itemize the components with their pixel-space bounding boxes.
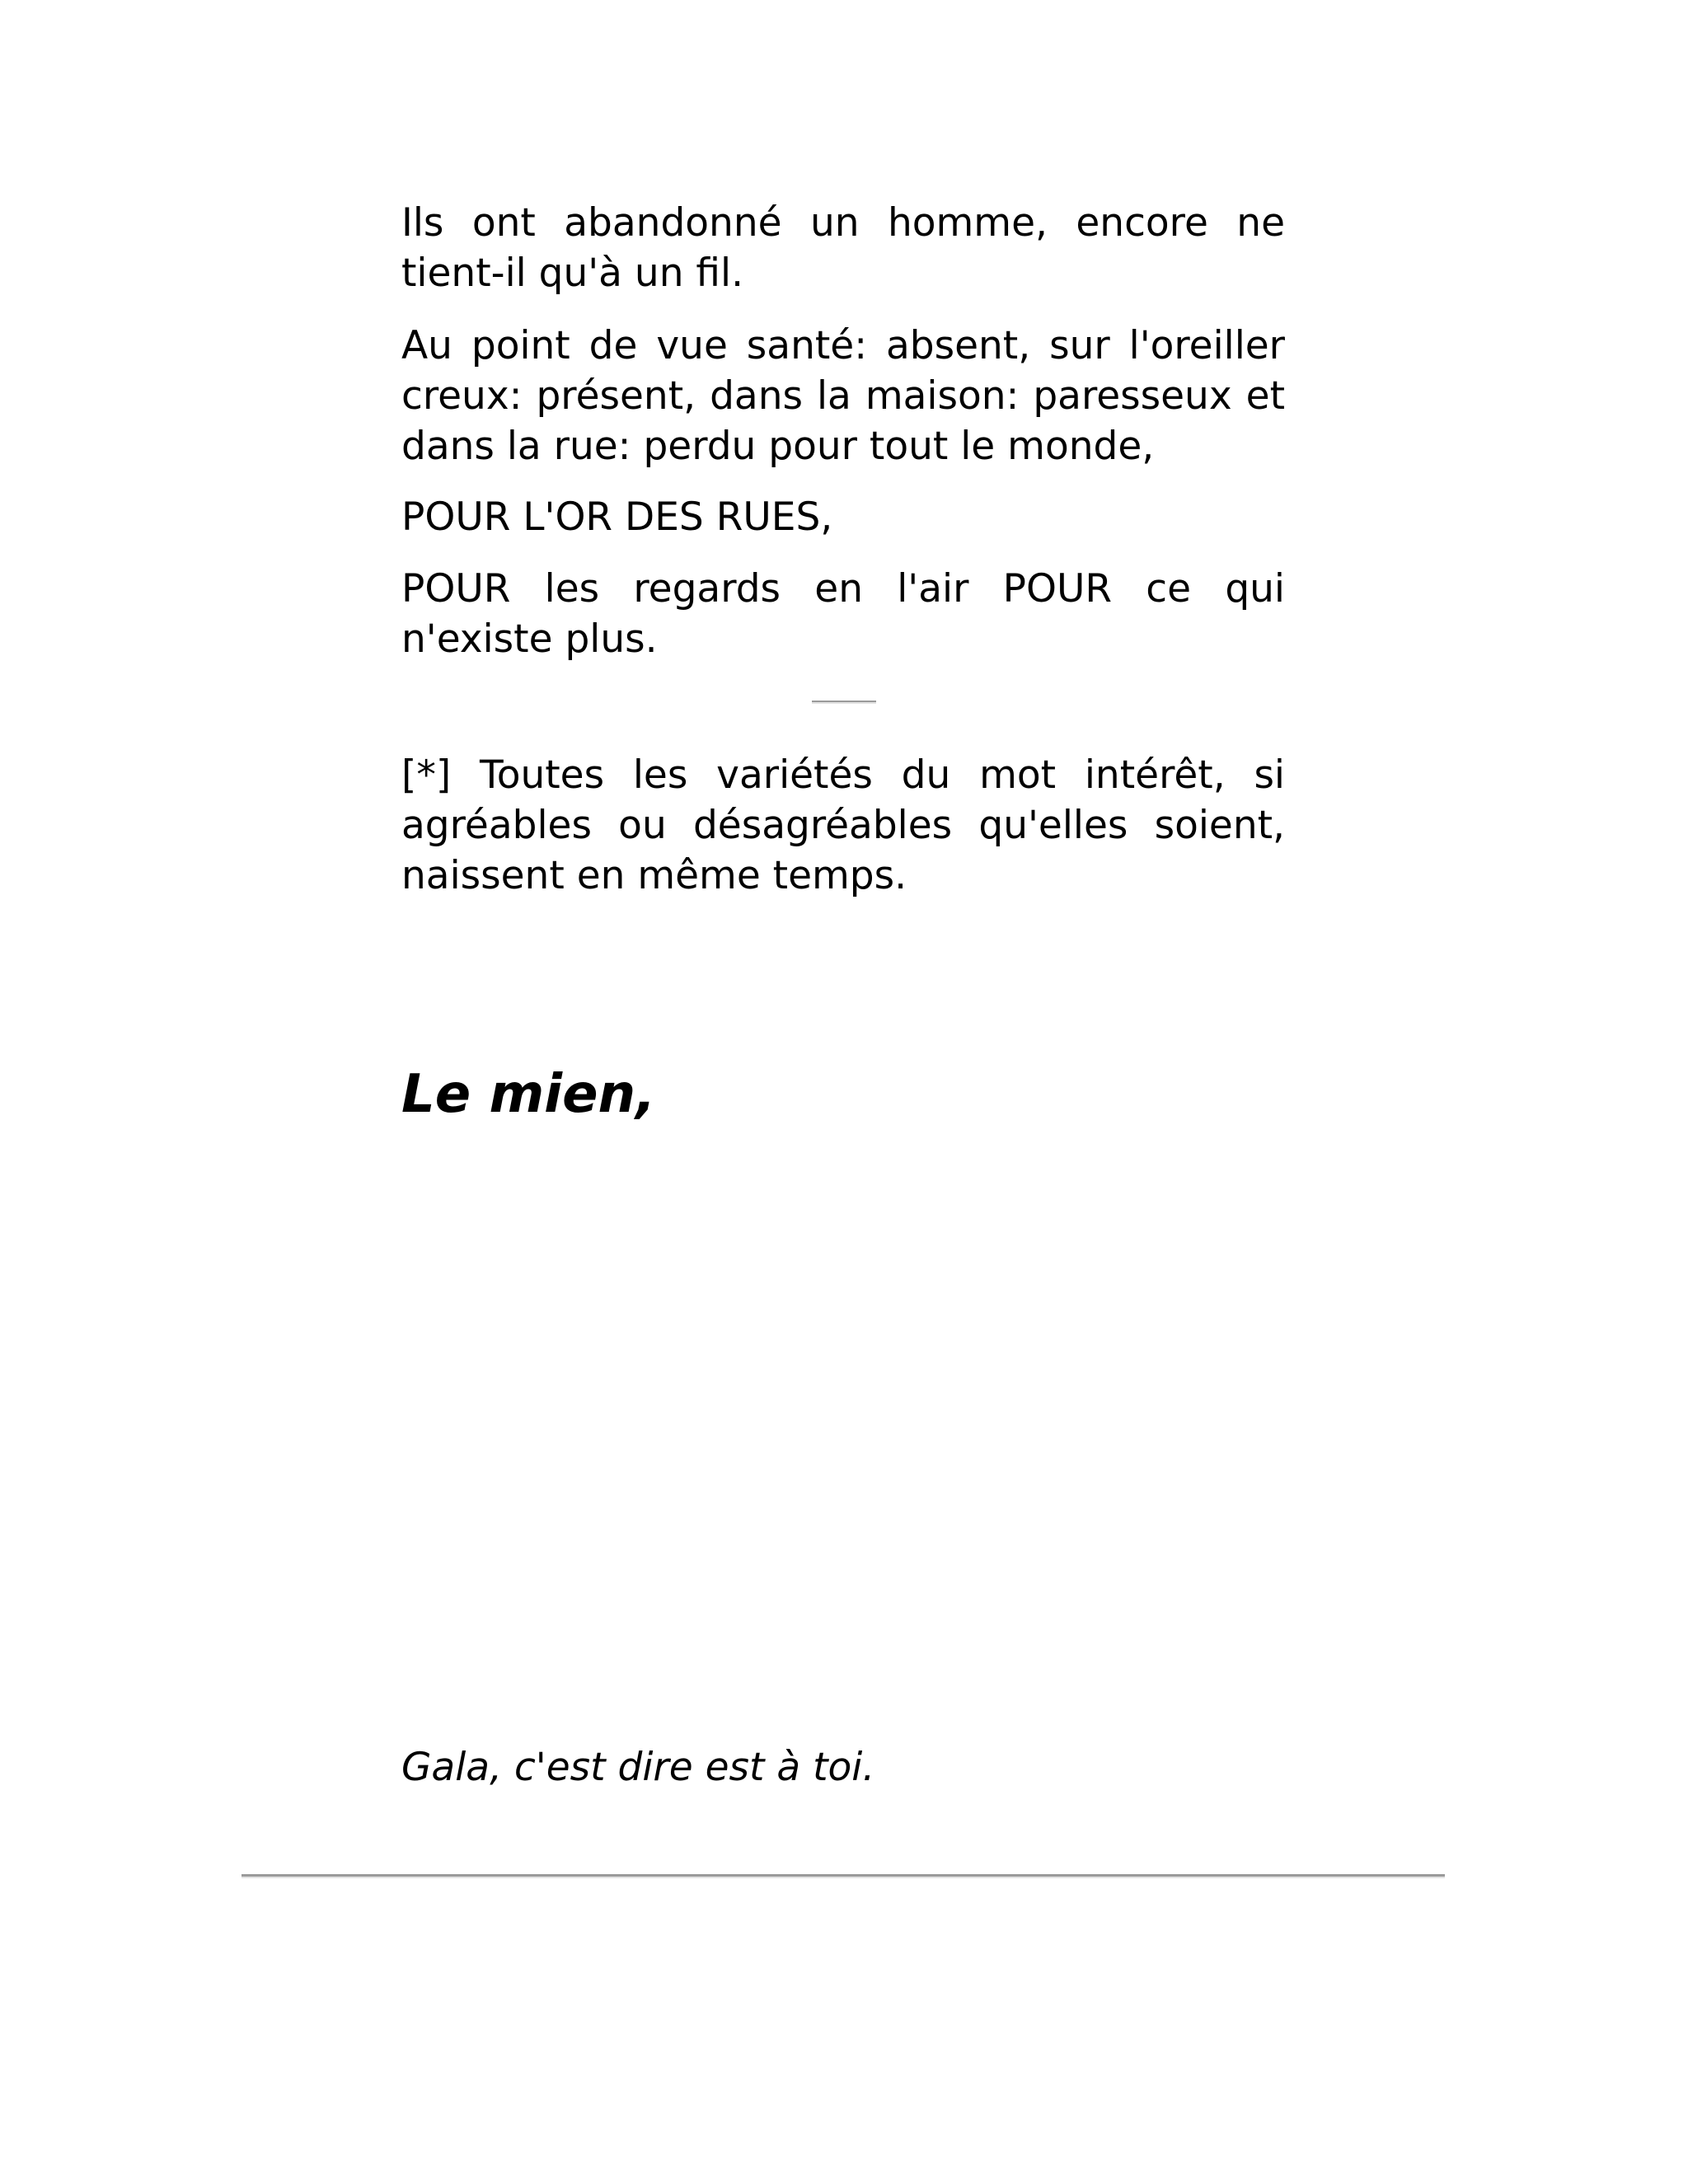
footnote-divider (812, 701, 876, 704)
footnote: [*] Toutes les variétés du mot intérêt, si agréables ou désagréables qu'elles soient, naissent en même temps. (401, 752, 1285, 898)
page-end-divider (241, 1874, 1445, 1878)
paragraph-1: Ils ont abandonné un homme, encore ne tient-il qu'à un fil. (401, 200, 1285, 296)
dedication: Gala, c'est dire est à toi. (401, 1745, 875, 1790)
signoff-heading: Le mien, (401, 1064, 656, 1125)
paragraph-2: Au point de vue santé: absent, sur l'oreiller creux: présent, dans la maison: paresseux et dans la rue: perdu pour tout le monde, (401, 323, 1285, 469)
paragraph-4: POUR les regards en l'air POUR ce qui n'existe plus. (401, 566, 1285, 662)
paragraph-3: POUR L'OR DES RUES, (401, 494, 833, 540)
